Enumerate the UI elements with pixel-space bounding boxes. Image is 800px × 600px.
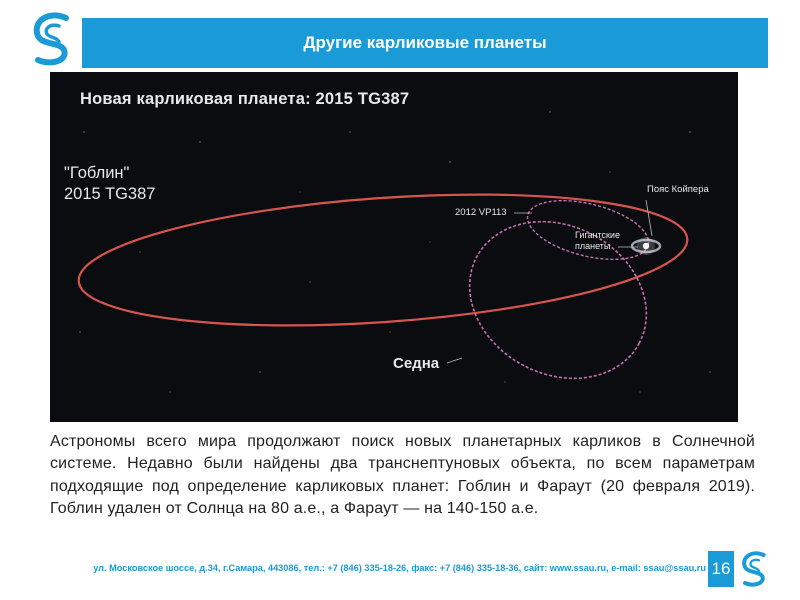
vp113-label: 2012 VP113 <box>455 207 507 218</box>
goblin-orbit <box>74 177 691 343</box>
goblin-label-name: "Гоблин" <box>64 164 130 182</box>
goblin-label-designation: 2015 TG387 <box>64 185 156 203</box>
giant-planets-label-line1: Гигантские <box>575 230 620 240</box>
page-title: Другие карликовые планеты <box>303 33 547 52</box>
label-leader-lines <box>447 200 652 363</box>
sedna-label: Седна <box>393 355 440 372</box>
footer-contact: ул. Московское шоссе, д.34, г.Самара, 443086, тел.: +7 (846) 335-18-26, факс: +7 (846) 335-18-36, сайт: www.ssau.ru, e-mail: ssau@ssau.ru <box>93 563 706 573</box>
figure-title: Новая карликовая планета: 2015 TG387 <box>80 90 410 108</box>
orbit-diagram <box>50 72 738 422</box>
kuiper-belt-label: Пояс Койпера <box>647 184 709 195</box>
sun-icon <box>643 243 649 249</box>
header-bar <box>82 18 768 68</box>
page-number: 16 <box>708 551 734 587</box>
university-logo-icon <box>26 8 80 70</box>
university-logo-small-icon <box>737 548 773 590</box>
giant-planets-label-line2: планеты <box>575 241 611 251</box>
body-paragraph: Астрономы всего мира продолжают поиск новых планетарных карликов в Солнечной системе. Недавно были найдены два транснептуновых объекта, по всем параметрам подходящие под определение карликовых планет: Гоблин и Фараут (20 февраля 2019). Гоблин удален от Солнца на 80 а.е., а Фараут — на 140-150 а.е. <box>50 433 755 518</box>
